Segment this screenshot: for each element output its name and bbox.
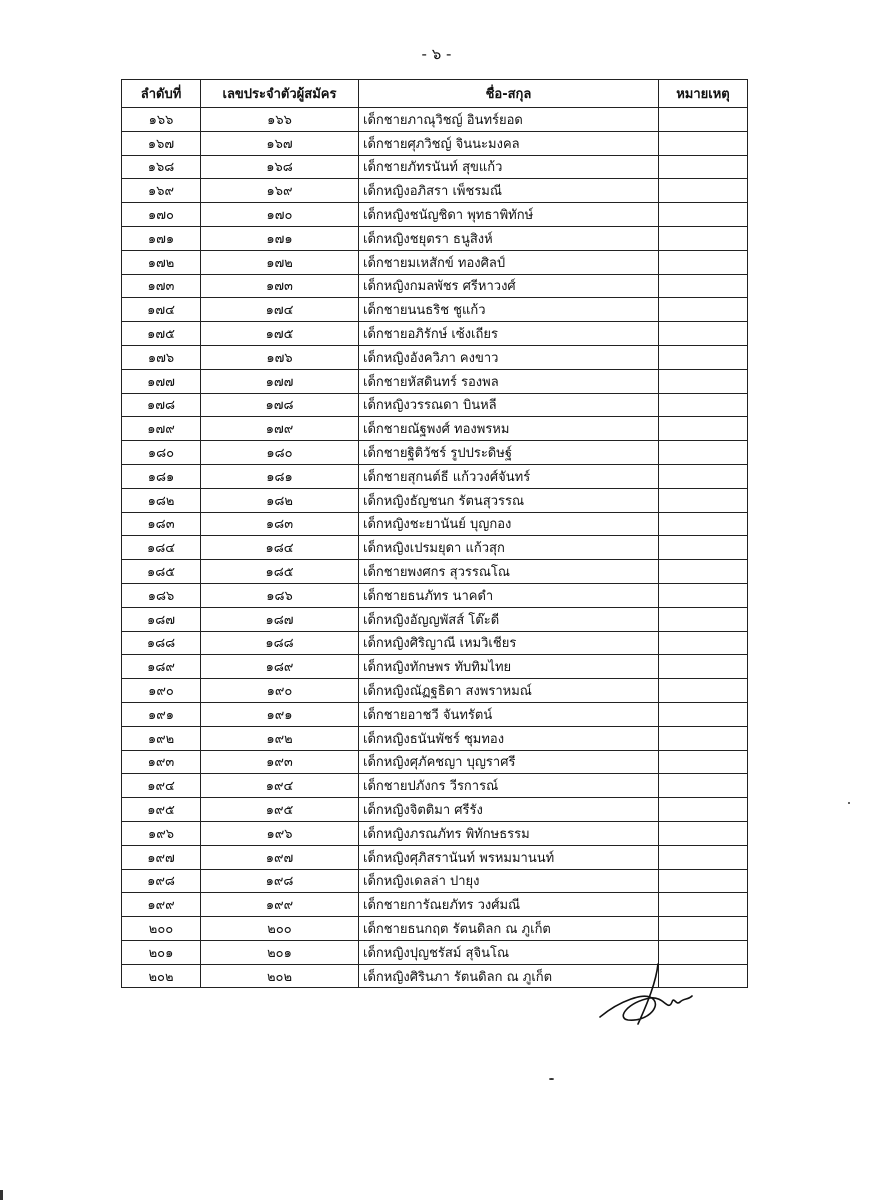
row-full-name: เด็กหญิงศุภัคชญา บุญราศรี (359, 750, 659, 774)
table-row (122, 345, 748, 369)
row-remarks (659, 131, 748, 155)
row-full-name: เด็กชายณัฐพงศ์ ทองพรหม (359, 417, 659, 441)
row-full-name: เด็กชายนนธริช ชูแก้ว (359, 298, 659, 322)
row-applicant-id: ๑๙๑ (201, 702, 359, 726)
row-applicant-id: ๑๗๖ (201, 345, 359, 369)
header-applicant-id: เลขประจำตัวผู้สมัคร (201, 80, 359, 108)
row-full-name: เด็กชายการัณยภัทร วงศ์มณี (359, 893, 659, 917)
row-applicant-id: ๑๙๘ (201, 869, 359, 893)
row-full-name: เด็กหญิงชะยานันย์ บุญกอง (359, 512, 659, 536)
table-row (122, 655, 748, 679)
row-applicant-id: ๑๗๔ (201, 298, 359, 322)
row-applicant-id: ๑๗๘ (201, 393, 359, 417)
row-full-name: เด็กหญิงศิริญาณี เหมวิเชียร (359, 631, 659, 655)
table-row (122, 940, 748, 964)
row-sequence: ๑๗๑ (122, 226, 201, 250)
row-remarks (659, 274, 748, 298)
row-applicant-id: ๑๙๖ (201, 821, 359, 845)
row-full-name: เด็กหญิงกมลพัชร ศรีหาวงศ์ (359, 274, 659, 298)
row-remarks (659, 441, 748, 465)
row-sequence: ๑๙๒ (122, 726, 201, 750)
row-applicant-id: ๑๖๘ (201, 155, 359, 179)
row-applicant-id: ๑๙๔ (201, 774, 359, 798)
row-remarks (659, 607, 748, 631)
row-applicant-id: ๑๘๓ (201, 512, 359, 536)
row-remarks (659, 250, 748, 274)
table-row (122, 560, 748, 584)
row-full-name: เด็กชายธนภัทร นาคดำ (359, 583, 659, 607)
row-applicant-id: ๑๙๗ (201, 845, 359, 869)
handwritten-signature (598, 962, 694, 1042)
row-full-name: เด็กหญิงศุภิสรานันท์ พรหมมานนท์ (359, 845, 659, 869)
header-remarks: หมายเหตุ (659, 80, 748, 108)
row-sequence: ๑๙๖ (122, 821, 201, 845)
row-full-name: เด็กหญิงชนัญชิดา พุทธาพิทักษ์ (359, 203, 659, 227)
table-row (122, 917, 748, 941)
row-sequence: ๑๗๒ (122, 250, 201, 274)
table-row (122, 488, 748, 512)
row-full-name: เด็กหญิงเปรมยุดา แก้วสุก (359, 536, 659, 560)
table-row (122, 821, 748, 845)
row-remarks (659, 798, 748, 822)
row-applicant-id: ๒๐๐ (201, 917, 359, 941)
scan-speck (549, 1078, 554, 1080)
row-remarks (659, 821, 748, 845)
row-remarks (659, 893, 748, 917)
row-sequence: ๒๐๐ (122, 917, 201, 941)
row-applicant-id: ๑๘๙ (201, 655, 359, 679)
row-remarks (659, 155, 748, 179)
table-row (122, 893, 748, 917)
row-applicant-id: ๑๘๖ (201, 583, 359, 607)
row-sequence: ๑๙๘ (122, 869, 201, 893)
row-remarks (659, 108, 748, 132)
row-applicant-id: ๑๙๓ (201, 750, 359, 774)
table-row (122, 726, 748, 750)
row-remarks (659, 464, 748, 488)
row-applicant-id: ๑๗๙ (201, 417, 359, 441)
row-full-name: เด็กหญิงอัญญพัสส์ โต๊ะดี (359, 607, 659, 631)
row-remarks (659, 369, 748, 393)
row-full-name: เด็กชายอาชวี จันทรัตน์ (359, 702, 659, 726)
row-full-name: เด็กชายสุกนต์ธี แก้ววงศ์จันทร์ (359, 464, 659, 488)
scan-speck (848, 802, 850, 804)
row-sequence: ๑๙๓ (122, 750, 201, 774)
table-row (122, 679, 748, 703)
row-applicant-id: ๑๙๕ (201, 798, 359, 822)
row-applicant-id: ๑๘๔ (201, 536, 359, 560)
row-sequence: ๒๐๒ (122, 964, 201, 988)
row-applicant-id: ๑๗๗ (201, 369, 359, 393)
row-applicant-id: ๑๙๙ (201, 893, 359, 917)
table-row (122, 155, 748, 179)
row-remarks (659, 512, 748, 536)
row-remarks (659, 726, 748, 750)
row-remarks (659, 631, 748, 655)
row-sequence: ๑๘๗ (122, 607, 201, 631)
row-remarks (659, 488, 748, 512)
row-sequence: ๑๘๒ (122, 488, 201, 512)
row-full-name: เด็กชายฐิติวัชร์ รูปประดิษฐ์ (359, 441, 659, 465)
row-applicant-id: ๑๘๘ (201, 631, 359, 655)
row-sequence: ๑๗๖ (122, 345, 201, 369)
row-applicant-id: ๑๘๒ (201, 488, 359, 512)
table-row (122, 203, 748, 227)
row-remarks (659, 179, 748, 203)
table-row (122, 607, 748, 631)
table-row (122, 869, 748, 893)
row-sequence: ๑๙๔ (122, 774, 201, 798)
row-applicant-id: ๑๗๕ (201, 322, 359, 346)
row-sequence: ๑๗๘ (122, 393, 201, 417)
row-sequence: ๑๘๖ (122, 583, 201, 607)
row-remarks (659, 345, 748, 369)
row-applicant-id: ๑๗๑ (201, 226, 359, 250)
row-applicant-id: ๑๖๖ (201, 108, 359, 132)
row-applicant-id: ๑๘๗ (201, 607, 359, 631)
row-applicant-id: ๑๗๓ (201, 274, 359, 298)
row-sequence: ๑๖๘ (122, 155, 201, 179)
table-row (122, 512, 748, 536)
row-sequence: ๑๘๔ (122, 536, 201, 560)
table-row (122, 131, 748, 155)
row-applicant-id: ๑๖๙ (201, 179, 359, 203)
table-row (122, 441, 748, 465)
row-full-name: เด็กชายธนกฤต รัตนดิลก ณ ภูเก็ต (359, 917, 659, 941)
row-remarks (659, 869, 748, 893)
row-remarks (659, 560, 748, 584)
row-full-name: เด็กหญิงณัฏฐธิดา สงพราหมณ์ (359, 679, 659, 703)
table-row (122, 298, 748, 322)
row-full-name: เด็กหญิงศิรินภา รัตนดิลก ณ ภูเก็ต (359, 964, 659, 988)
row-sequence: ๑๗๐ (122, 203, 201, 227)
table-row (122, 750, 748, 774)
row-sequence: ๑๖๖ (122, 108, 201, 132)
table-row (122, 179, 748, 203)
table-row (122, 108, 748, 132)
row-remarks (659, 679, 748, 703)
row-full-name: เด็กหญิงชยุตรา ธนูสิงห์ (359, 226, 659, 250)
scan-speck (0, 1190, 3, 1200)
row-full-name: เด็กหญิงอภิสรา เพ็ชรมณี (359, 179, 659, 203)
header-full-name: ชื่อ-สกุล (359, 80, 659, 108)
row-full-name: เด็กหญิงทักษพร ทับทิมไทย (359, 655, 659, 679)
row-remarks (659, 655, 748, 679)
row-applicant-id: ๑๘๕ (201, 560, 359, 584)
row-sequence: ๑๙๗ (122, 845, 201, 869)
row-remarks (659, 702, 748, 726)
table-row (122, 536, 748, 560)
row-sequence: ๑๘๑ (122, 464, 201, 488)
row-remarks (659, 917, 748, 941)
row-sequence: ๑๗๓ (122, 274, 201, 298)
row-full-name: เด็กชายภาณุวิชญ์ อินทร์ยอด (359, 108, 659, 132)
table-header-row (122, 80, 748, 108)
row-applicant-id: ๒๐๒ (201, 964, 359, 988)
row-sequence: ๑๗๗ (122, 369, 201, 393)
row-applicant-id: ๑๙๒ (201, 726, 359, 750)
row-full-name: เด็กหญิงเดลล่า ปายุง (359, 869, 659, 893)
row-applicant-id: ๒๐๑ (201, 940, 359, 964)
row-full-name: เด็กหญิงธนันพัชร์ ชุมทอง (359, 726, 659, 750)
table-row (122, 702, 748, 726)
table-row (122, 583, 748, 607)
row-sequence: ๑๖๙ (122, 179, 201, 203)
row-sequence: ๑๗๕ (122, 322, 201, 346)
row-applicant-id: ๑๗๐ (201, 203, 359, 227)
row-full-name: เด็กหญิงปุญชรัสม์ สุจินโณ (359, 940, 659, 964)
row-full-name: เด็กหญิงอังควิภา คงขาว (359, 345, 659, 369)
row-full-name: เด็กหญิงภรณภัทร พิทักษธรรม (359, 821, 659, 845)
row-full-name: เด็กชายปภังกร วีรการณ์ (359, 774, 659, 798)
table-row (122, 393, 748, 417)
row-remarks (659, 774, 748, 798)
row-remarks (659, 203, 748, 227)
table-row (122, 369, 748, 393)
table-row (122, 631, 748, 655)
row-remarks (659, 845, 748, 869)
row-sequence: ๑๙๙ (122, 893, 201, 917)
row-remarks (659, 536, 748, 560)
row-sequence: ๑๘๙ (122, 655, 201, 679)
row-sequence: ๑๗๔ (122, 298, 201, 322)
row-remarks (659, 583, 748, 607)
row-remarks (659, 393, 748, 417)
row-sequence: ๑๙๐ (122, 679, 201, 703)
row-remarks (659, 417, 748, 441)
row-remarks (659, 750, 748, 774)
row-remarks (659, 322, 748, 346)
table-row (122, 774, 748, 798)
table-row (122, 798, 748, 822)
table-row (122, 226, 748, 250)
row-sequence: ๑๘๓ (122, 512, 201, 536)
row-sequence: ๑๗๙ (122, 417, 201, 441)
table-row (122, 250, 748, 274)
row-sequence: ๑๘๕ (122, 560, 201, 584)
row-applicant-id: ๑๖๗ (201, 131, 359, 155)
header-sequence: ลำดับที่ (122, 80, 201, 108)
row-applicant-id: ๑๘๐ (201, 441, 359, 465)
row-applicant-id: ๑๘๑ (201, 464, 359, 488)
row-full-name: เด็กชายมเหสักข์ ทองศิลป์ (359, 250, 659, 274)
row-sequence: ๑๙๑ (122, 702, 201, 726)
row-full-name: เด็กหญิงธัญชนก รัตนสุวรรณ (359, 488, 659, 512)
row-sequence: ๑๘๐ (122, 441, 201, 465)
table-body (122, 108, 748, 988)
table-row (122, 322, 748, 346)
row-full-name: เด็กชายอภิรักษ์ เซ้งเถียร (359, 322, 659, 346)
table-row (122, 417, 748, 441)
table-row (122, 845, 748, 869)
page-number: - ๖ - (421, 45, 452, 63)
row-remarks (659, 940, 748, 964)
row-applicant-id: ๑๙๐ (201, 679, 359, 703)
applicant-table (121, 79, 748, 988)
row-full-name: เด็กชายภัทรนันท์ สุขแก้ว (359, 155, 659, 179)
row-applicant-id: ๑๗๒ (201, 250, 359, 274)
row-remarks (659, 298, 748, 322)
row-full-name: เด็กหญิงจิตติมา ศรีรัง (359, 798, 659, 822)
row-sequence: ๑๘๘ (122, 631, 201, 655)
row-sequence: ๑๖๗ (122, 131, 201, 155)
table-row (122, 274, 748, 298)
row-remarks (659, 226, 748, 250)
row-full-name: เด็กชายหัสดินทร์ รองพล (359, 369, 659, 393)
row-sequence: ๑๙๕ (122, 798, 201, 822)
row-full-name: เด็กชายศุภวิชญ์ จินนะมงคล (359, 131, 659, 155)
row-full-name: เด็กหญิงวรรณดา บินหลี (359, 393, 659, 417)
row-full-name: เด็กชายพงศกร สุวรรณโณ (359, 560, 659, 584)
row-sequence: ๒๐๑ (122, 940, 201, 964)
table-row (122, 464, 748, 488)
